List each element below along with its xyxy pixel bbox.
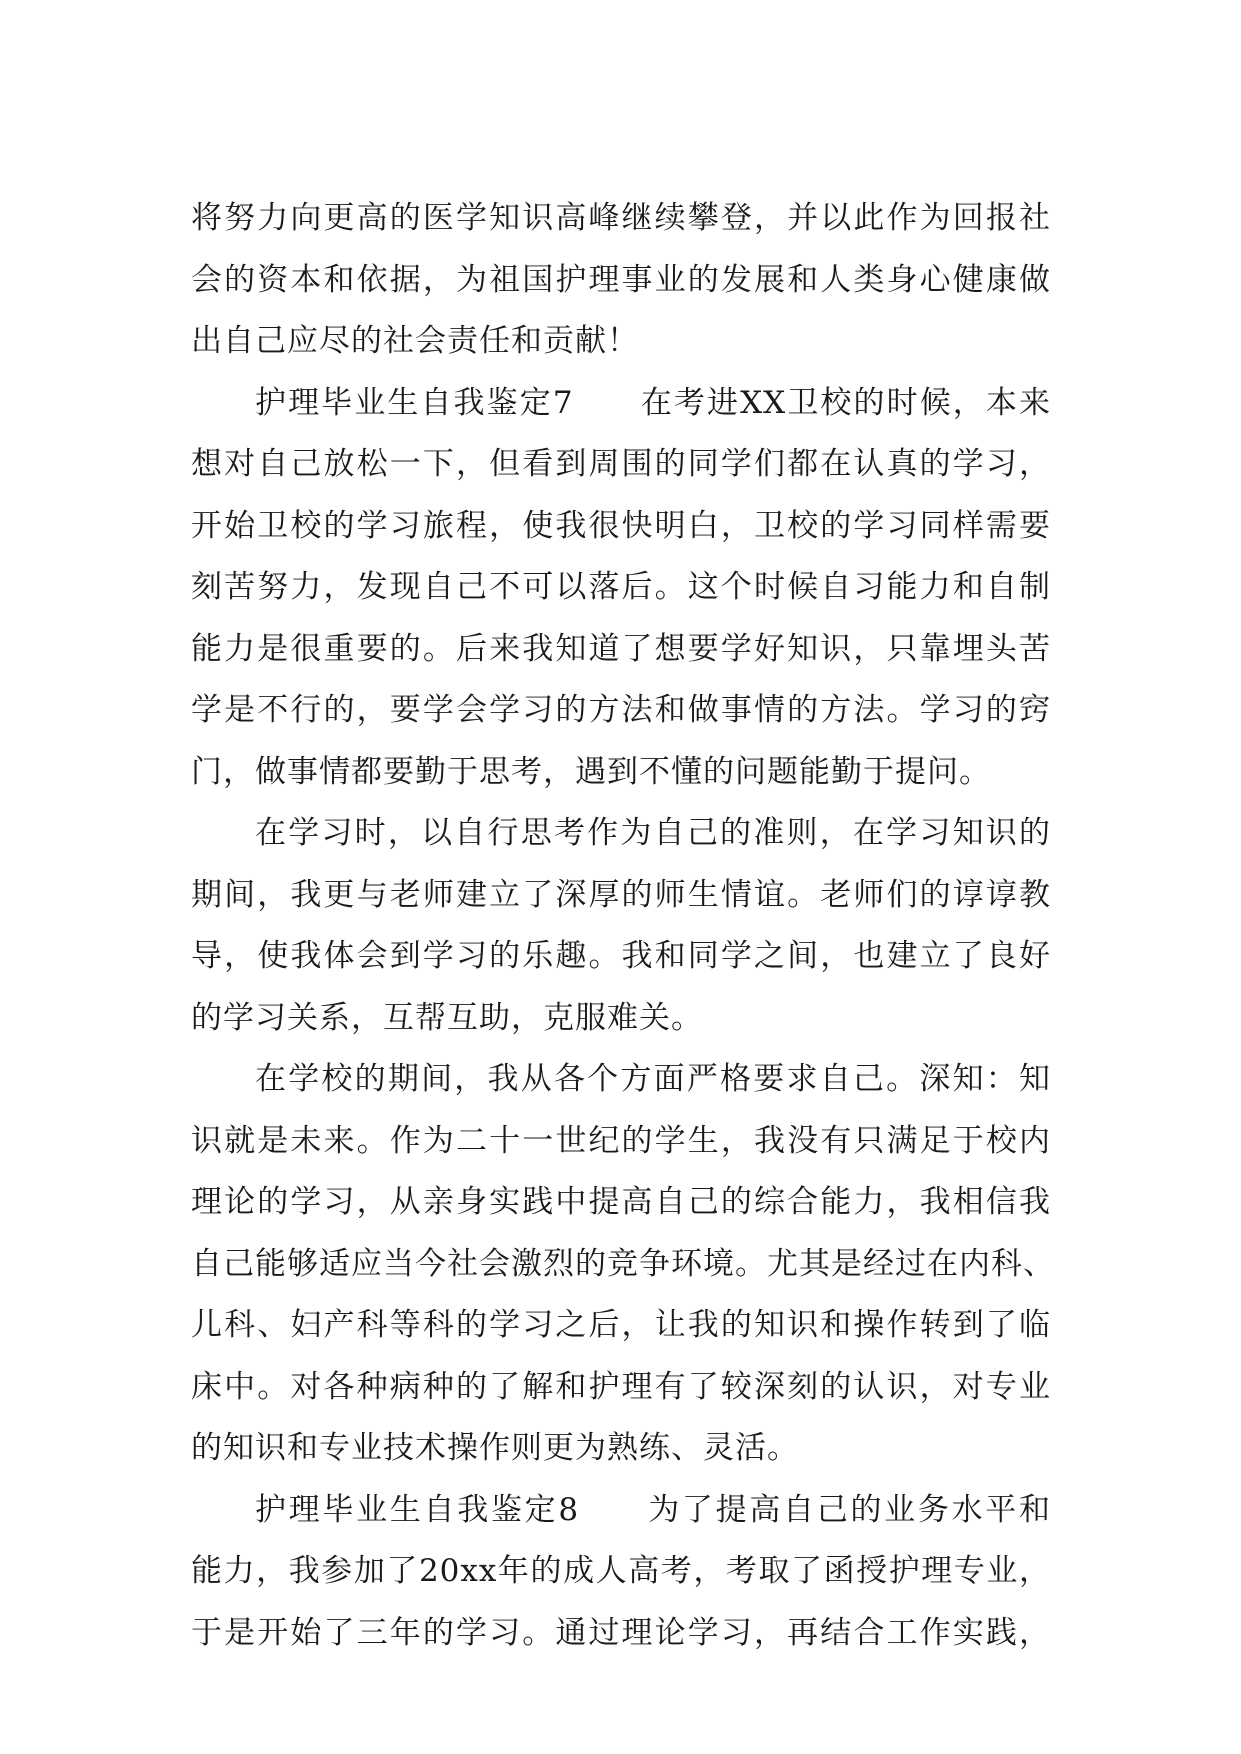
text-line: 床中。对各种病种的了解和护理有了较深刻的认识，对专业: [191, 1368, 1051, 1405]
text-line: 开始卫校的学习旅程，使我很快明白，卫校的学习同样需要: [191, 507, 1051, 544]
text-line: 的学习关系，互帮互助，克服难关。: [191, 999, 703, 1036]
text-line: 能力，我参加了20xx年的成人高考，考取了函授护理专业，: [191, 1553, 1051, 1589]
text-line: 在学校的期间，我从各个方面严格要求自己。深知：知: [255, 1061, 1051, 1097]
text-line: 门，做事情都要勤于思考，遇到不懂的问题能勤于提问。: [191, 753, 991, 790]
text-line: 导，使我体会到学习的乐趣。我和同学之间，也建立了良好: [191, 938, 1051, 974]
text-line: 在学习时，以自行思考作为自己的准则，在学习知识的: [255, 815, 1051, 851]
text-line: 期间，我更与老师建立了深厚的师生情谊。老师们的谆谆教: [191, 876, 1051, 913]
text-line: 将努力向更高的医学知识高峰继续攀登，并以此作为回报社: [191, 200, 1051, 236]
text-line: 于是开始了三年的学习。通过理论学习，再结合工作实践，: [191, 1614, 1051, 1651]
text-line: 护理毕业生自我鉴定8 为了提高自己的业务水平和: [255, 1491, 1051, 1528]
text-line: 出自己应尽的社会责任和贡献！: [191, 323, 639, 359]
text-line: 理论的学习，从亲身实践中提高自己的综合能力，我相信我: [191, 1184, 1051, 1220]
text-line: 能力是很重要的。后来我知道了想要学好知识，只靠埋头苦: [191, 630, 1051, 667]
text-line: 识就是未来。作为二十一世纪的学生，我没有只满足于校内: [191, 1122, 1051, 1159]
text-line: 儿科、妇产科等科的学习之后，让我的知识和操作转到了临: [191, 1307, 1051, 1343]
text-line: 刻苦努力，发现自己不可以落后。这个时候自习能力和自制: [191, 569, 1051, 605]
text-line: 的知识和专业技术操作则更为熟练、灵活。: [191, 1430, 799, 1466]
text-line: 护理毕业生自我鉴定7 在考进XX卫校的时候，本来: [255, 384, 1051, 421]
text-line: 自己能够适应当今社会激烈的竞争环境。尤其是经过在内科、: [191, 1245, 1055, 1282]
text-line: 学是不行的，要学会学习的方法和做事情的方法。学习的窍: [191, 692, 1051, 728]
text-line: 会的资本和依据，为祖国护理事业的发展和人类身心健康做: [191, 261, 1051, 298]
text-line: 想对自己放松一下，但看到周围的同学们都在认真的学习，: [191, 446, 1051, 482]
document-body: [191, 188, 1055, 1664]
